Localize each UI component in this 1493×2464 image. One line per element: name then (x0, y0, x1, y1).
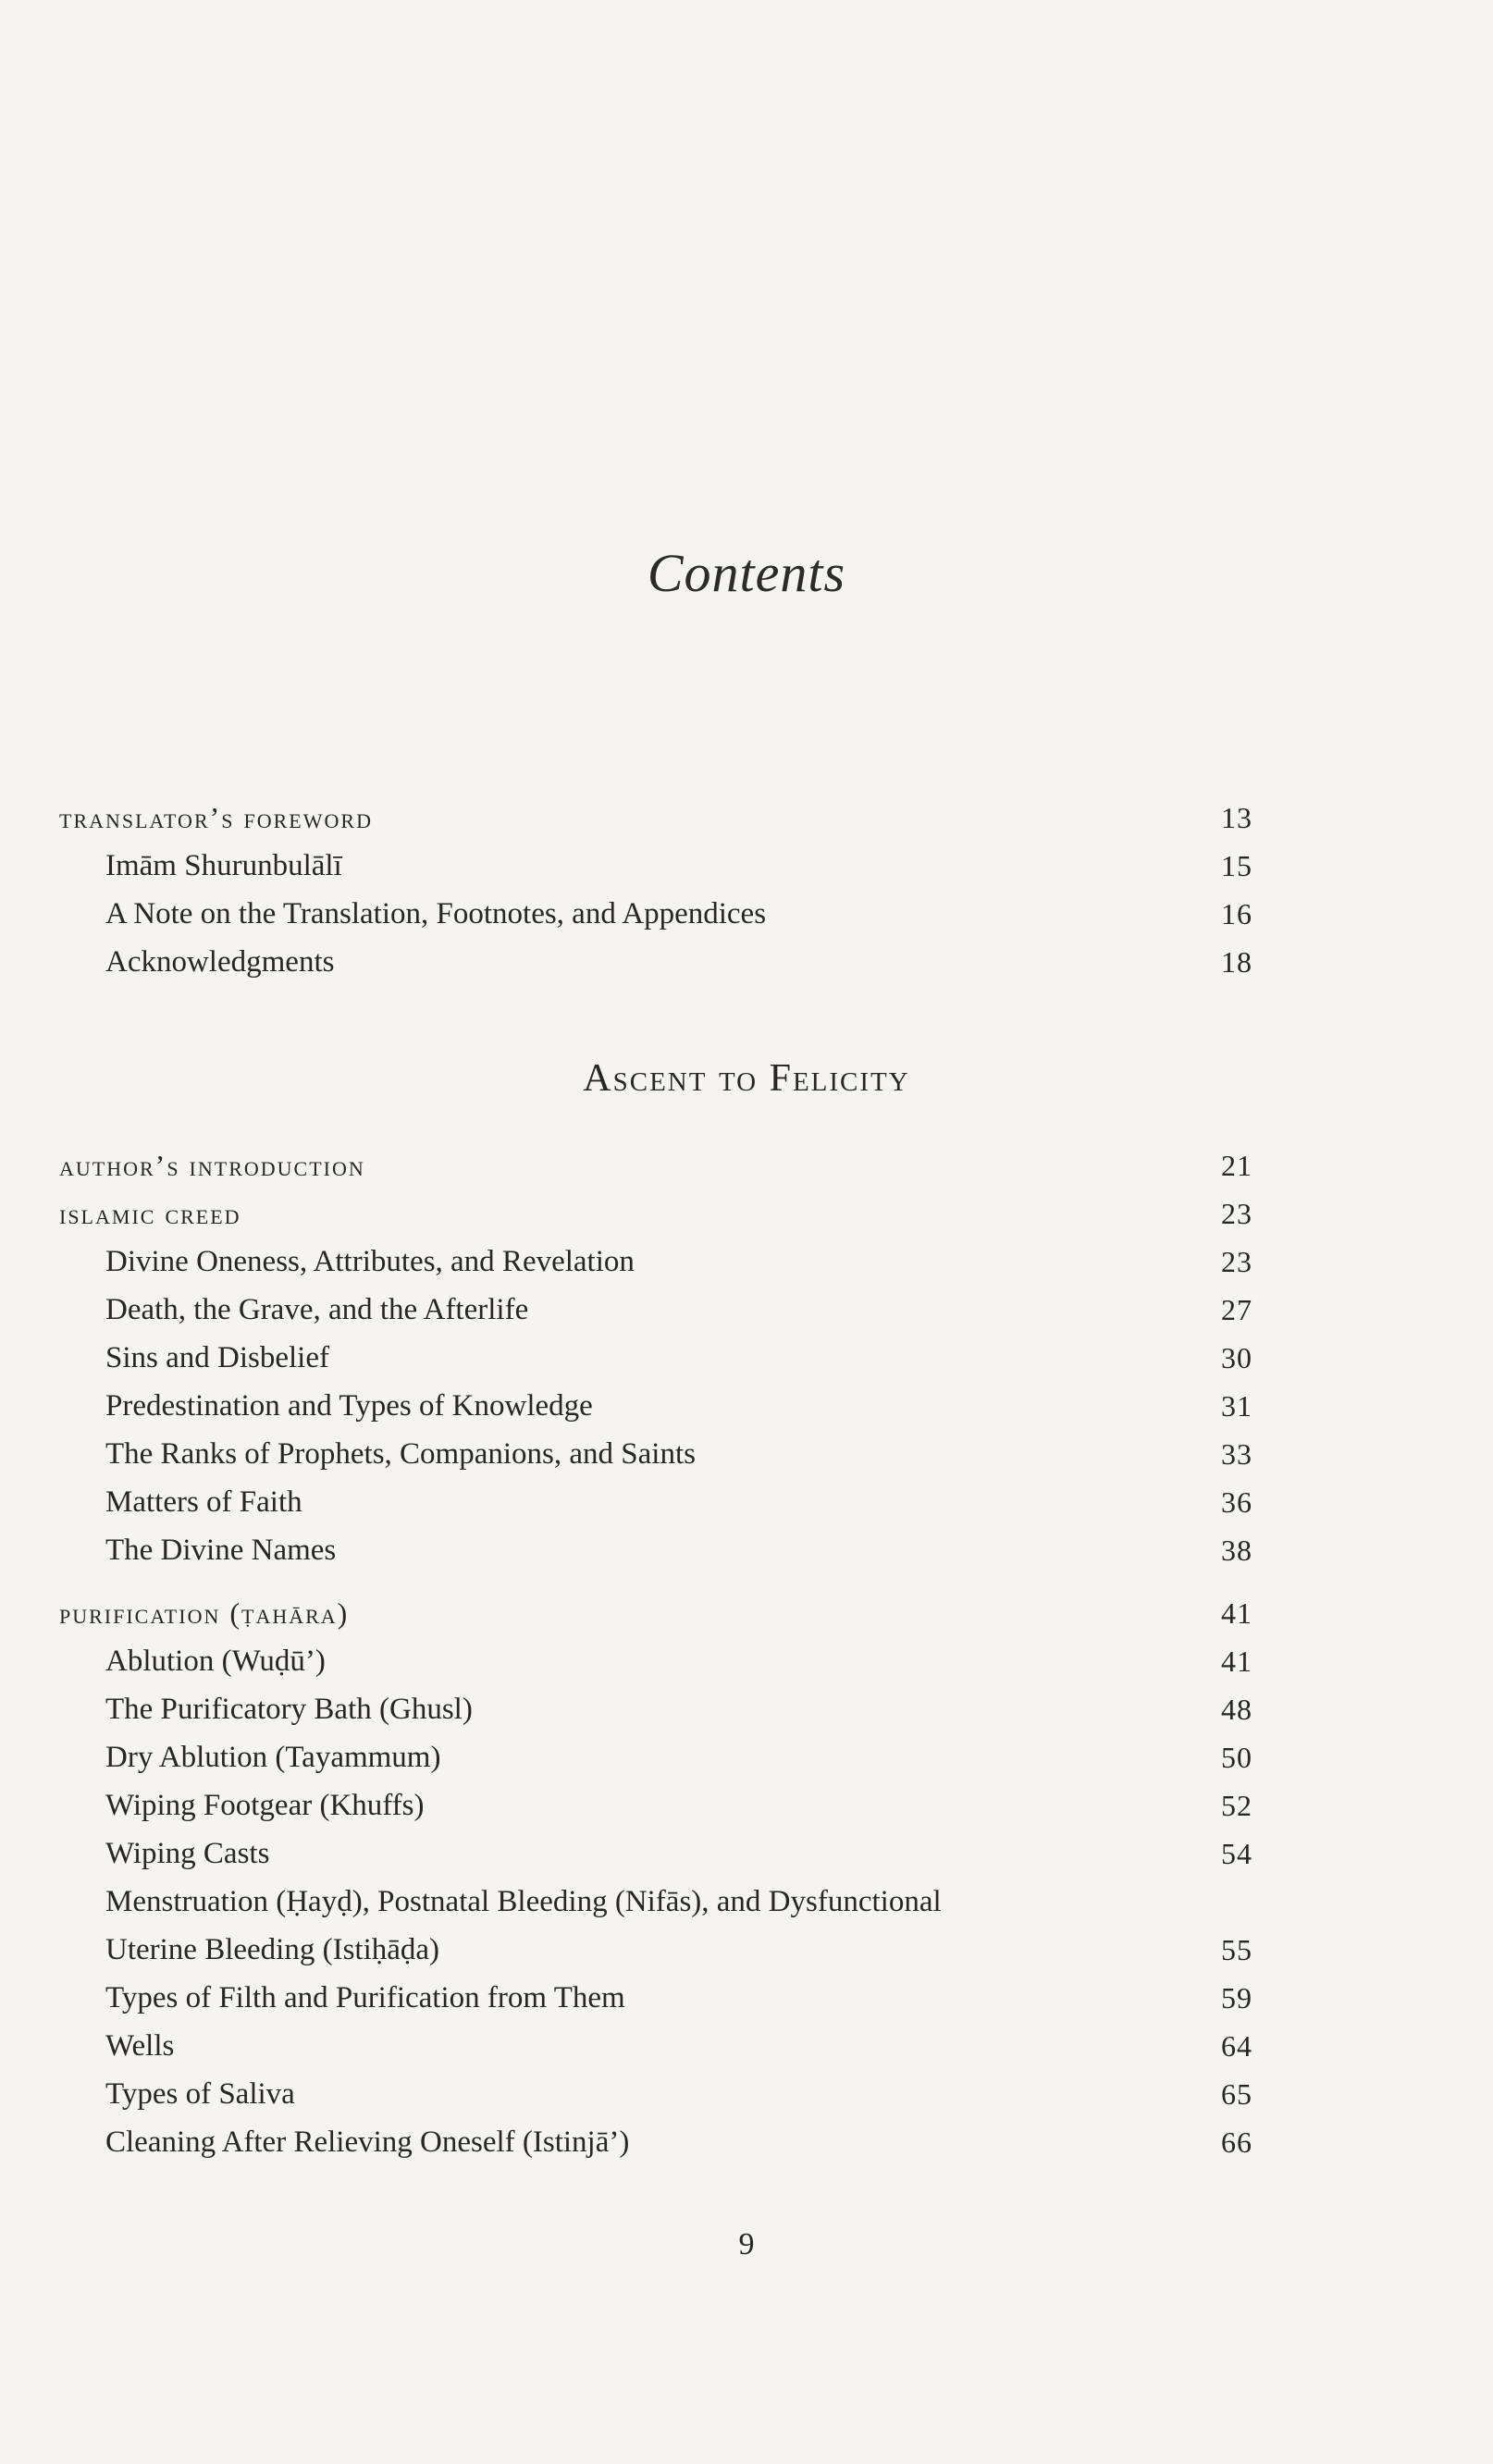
toc-entry-label: translator’s foreword (59, 801, 373, 834)
toc-entry-label: The Purificatory Bath (Ghusl) (105, 1693, 473, 1726)
toc-entry-label: islamic creed (59, 1197, 241, 1230)
toc-entry[interactable] (59, 1189, 1252, 1238)
page-number: 9 (738, 2227, 755, 2261)
toc-entry[interactable] (59, 1238, 1252, 1286)
toc-entry-label: Matters of Faith (105, 1485, 302, 1519)
toc-entry[interactable] (59, 1974, 1252, 2022)
toc-entry[interactable] (59, 1526, 1252, 1574)
toc-entry-label: Wiping Casts (105, 1837, 270, 1870)
toc-entry-page: 23 (1221, 1245, 1252, 1278)
toc-entry-label: purification (ṭahāra) (59, 1596, 350, 1630)
toc-entry-page: 64 (1221, 2029, 1252, 2063)
toc-entry[interactable] (59, 794, 1252, 842)
toc-entry-label: Predestination and Types of Knowledge (105, 1389, 593, 1423)
toc-entry[interactable] (59, 1685, 1252, 1733)
toc-main (59, 1141, 1252, 1574)
toc-entry-page: 27 (1221, 1293, 1252, 1326)
toc-entry-page: 38 (1221, 1534, 1252, 1567)
toc-entry-page: 15 (1221, 849, 1252, 882)
toc-entry-page: 41 (1221, 1596, 1252, 1630)
toc-entry-page: 33 (1221, 1437, 1252, 1471)
toc-entry[interactable] (59, 1830, 1252, 1878)
toc-entry[interactable] (59, 1334, 1252, 1382)
toc-entry-label: Types of Filth and Purification from Them (105, 1981, 625, 2014)
toc-entry-label: Divine Oneness, Attributes, and Revelation (105, 1245, 635, 1278)
toc-entry-page: 66 (1221, 2125, 1252, 2159)
section-heading: Ascent to Felicity (583, 1057, 910, 1100)
toc-entry-page: 52 (1221, 1789, 1252, 1822)
toc-entry-page: 18 (1221, 945, 1252, 979)
toc-entry-label: Types of Saliva (105, 2077, 295, 2111)
toc-entry-page: 55 (1221, 1933, 1252, 1966)
toc-entry-label: Acknowledgments (105, 945, 335, 979)
toc-entry[interactable] (59, 1733, 1252, 1781)
toc-entry-label: Death, the Grave, and the Afterlife (105, 1293, 529, 1326)
toc-entry[interactable] (59, 1430, 1252, 1478)
toc-entry[interactable] (59, 1781, 1252, 1830)
toc-entry[interactable] (59, 1926, 1252, 1974)
toc-entry-label: Sins and Disbelief (105, 1341, 329, 1374)
toc-entry[interactable] (59, 1141, 1252, 1189)
toc-entry[interactable] (59, 2070, 1252, 2118)
toc-entry[interactable] (59, 1478, 1252, 1526)
toc-entry[interactable] (59, 938, 1252, 986)
toc-entry-page: 50 (1221, 1741, 1252, 1774)
toc-entry-page: 16 (1221, 897, 1252, 930)
toc-entry[interactable] (59, 842, 1252, 890)
toc-entry-label: Ablution (Wuḍū’) (105, 1645, 326, 1678)
toc-entry-page: 13 (1221, 801, 1252, 834)
toc-entry[interactable] (59, 1637, 1252, 1685)
toc-entry-label: Menstruation (Ḥayḍ), Postnatal Bleeding (Nifās), and Dysfunctional (105, 1885, 942, 1918)
toc-entry-label: Wiping Footgear (Khuffs) (105, 1789, 425, 1822)
toc-front-matter (59, 794, 1252, 986)
toc-entry-label: Uterine Bleeding (Istiḥāḍa) (105, 1933, 440, 1966)
toc-entry-page: 31 (1221, 1389, 1252, 1423)
toc-entry-page: 65 (1221, 2077, 1252, 2111)
toc-entry-page: 48 (1221, 1693, 1252, 1726)
toc-entry-label: The Ranks of Prophets, Companions, and Saints (105, 1437, 696, 1471)
toc-entry-label: A Note on the Translation, Footnotes, and Appendices (105, 897, 767, 930)
toc-entry-label: Cleaning After Relieving Oneself (Istinjā’) (105, 2125, 630, 2159)
toc-entry-label: Imām Shurunbulālī (105, 849, 342, 882)
toc-entry[interactable] (59, 2118, 1252, 2166)
toc-entry-label: author’s introduction (59, 1149, 365, 1182)
toc-entry-label: Dry Ablution (Tayammum) (105, 1741, 441, 1774)
toc-entry[interactable] (59, 2022, 1252, 2070)
toc-entry[interactable] (59, 1286, 1252, 1334)
page-title: Contents (647, 543, 846, 603)
toc-entry-page: 23 (1221, 1197, 1252, 1230)
toc-entry-page: 41 (1221, 1645, 1252, 1678)
toc-entry-page: 36 (1221, 1485, 1252, 1519)
toc-entry-page: 54 (1221, 1837, 1252, 1870)
toc-entry[interactable] (59, 890, 1252, 938)
toc-entry[interactable] (59, 1382, 1252, 1430)
toc-purification (59, 1589, 1252, 2166)
toc-entry-page: 59 (1221, 1981, 1252, 2014)
toc-entry[interactable] (59, 1589, 1252, 1637)
toc-entry[interactable] (59, 1878, 1252, 1926)
toc-entry-page: 30 (1221, 1341, 1252, 1374)
toc-entry-label: The Divine Names (105, 1534, 337, 1567)
toc-entry-label: Wells (105, 2029, 175, 2063)
toc-entry-page: 21 (1221, 1149, 1252, 1182)
